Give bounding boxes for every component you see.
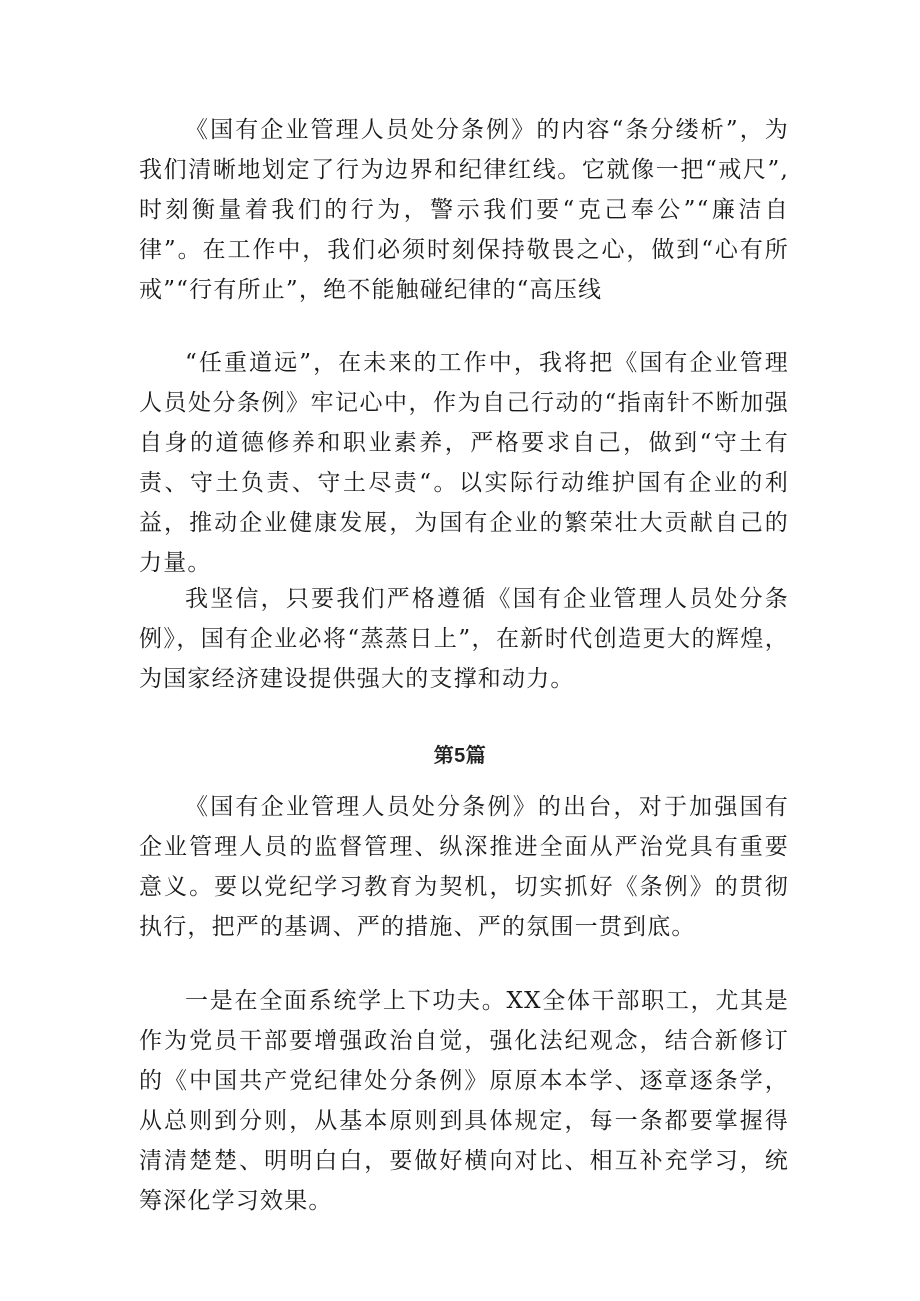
paragraph-long-road: “任重道远”，在未来的工作中，我将把《国有企业管理人员处分条例》牢记心中，作为自己行动的“指南针不断加强自身的道德修养和职业素养，严格要求自己，做到“守土有责、守土负责、守土尽责“。以实际行动维护国有企业的利益，推动企业健康发展，为国有企业的繁荣壮大贡献自己的力量。 <box>139 350 789 576</box>
paragraph-rules-content: 《国有企业管理人员处分条例》的内容“条分缕析”，为我们清晰地划定了行为边界和纪律红线。它就像一把“戒尺”,时刻衡量着我们的行为，警示我们要“克己奉公”“廉洁自律”。在工作中，我们必须时刻保持敬畏之心，做到“心有所戒”“行有所止”，绝不能触碰纪律的“高压线 <box>139 117 789 303</box>
paragraph-belief: 我坚信，只要我们严格遵循《国有企业管理人员处分条例》，国有企业必将“蒸蒸日上”，在新时代创造更大的辉煌，为国家经济建设提供强大的支撑和动力。 <box>139 586 789 692</box>
paragraph-significance: 《国有企业管理人员处分条例》的出台，对于加强国有企业管理人员的监督管理、纵深推进全面从严治党具有重要意义。要以党纪学习教育为契机，切实抓好《条例》的贯彻执行，把严的基调、严的措施、严的氛围一贯到底。 <box>139 794 789 940</box>
section-heading: 第5篇 <box>433 745 487 767</box>
paragraph-systematic-study: 一是在全面系统学上下功夫。XX全体干部职工，尤其是作为党员干部要增强政治自觉，强化法纪观念，结合新修订的《中国共产党纪律处分条例》原原本本学、逐章逐条学，从总则到分则，从基本原则到具体规定，每一条都要掌握得清清楚楚、明明白白，要做好横向对比、相互补充学习，统筹深化学习效果。 <box>139 988 789 1214</box>
